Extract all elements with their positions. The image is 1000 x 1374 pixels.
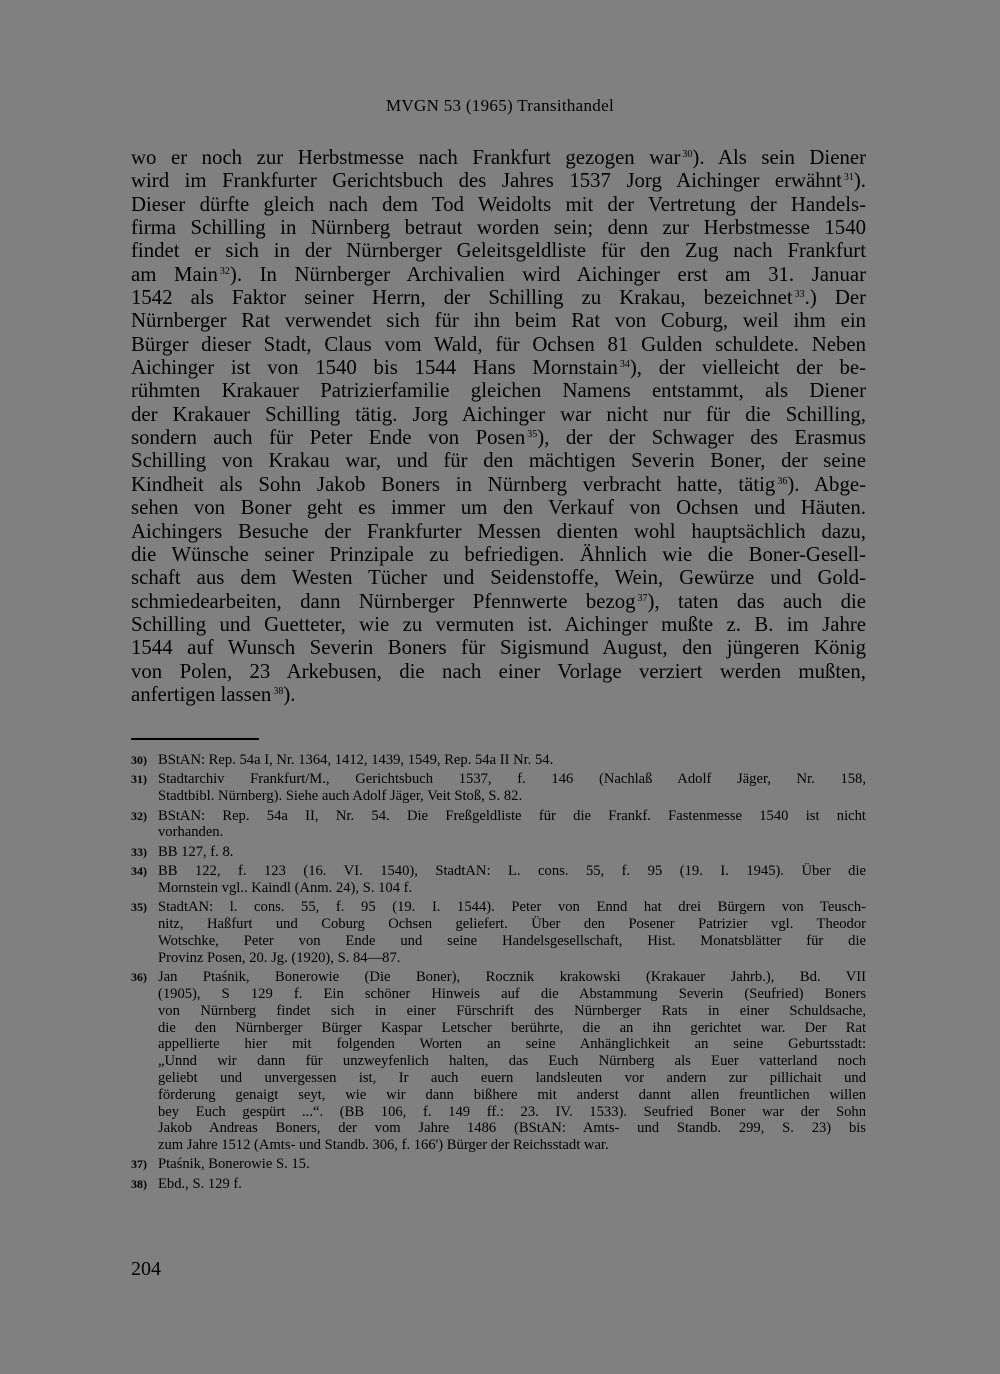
footnote-line: BStAN: Rep. 54a I, Nr. 1364, 1412, 1439, 1549, Rep. 54a II Nr. 54. — [158, 752, 554, 768]
footnote-line: BB 127, f. 8. — [158, 843, 234, 860]
text-line: Schilling von Krakau war, und für den mächtigen Severin Boner, der seine — [131, 449, 866, 473]
footnote-line: geliebt und unvergessen ist, Ir auch euern landsleuten vor andern zur pillichait und — [158, 1069, 866, 1086]
text-line: rühmten Krakauer Patrizierfamilie gleichen Namens entstammt, als Diener — [131, 379, 866, 403]
text-line: schaft aus dem Westen Tücher und Seidenstoffe, Wein, Gewürze und Gold- — [131, 566, 866, 590]
footnote-line: Jan Ptaśnik, Bonerowie (Die Boner), Rocznik krakowski (Krakauer Jahrb.), Bd. VII — [158, 969, 866, 986]
footnote-line: förderung genaigt seyt, wie wir dann bißhere mit anderst dannt allen freuntlichen willen — [158, 1086, 866, 1103]
footnote-ref: 32 — [219, 265, 230, 277]
footnote-item — [131, 1156, 866, 1173]
page-number: 204 — [131, 1258, 161, 1280]
footnote-ref: 36 — [777, 475, 788, 487]
footnote-item — [131, 844, 866, 861]
text-line: Schilling und Guetteter, wie zu vermuten ist. Aichinger mußte z. B. im Jahre — [131, 612, 866, 636]
text-line: Aichingers Besuche der Frankfurter Messen dienten wohl hauptsächlich dazu, — [131, 519, 866, 543]
text-line: findet er sich in der Nürnberger Geleitsgeldliste für den Zug nach Frankfurt — [131, 239, 866, 263]
text-line: Aichinger ist von 1540 bis 1544 Hans Mornstain $^{34}$), der vielleicht der be- — [131, 356, 866, 380]
footnote-line: BB 122, f. 123 (16. VI. 1540), StadtAN: L. cons. 55, f. 95 (19. I. 1945). Über die — [158, 863, 866, 880]
footnote-line: appellierte hier mit folgenden Worten an seine Anhänglichkeit an seine Geburtsstadt: — [158, 1036, 866, 1053]
footnote-item — [131, 969, 866, 1154]
main-text — [131, 146, 866, 706]
text-line: Nürnberger Rat verwendet sich für ihn beim Rat von Coburg, weil ihm ein — [131, 309, 866, 333]
footnote-ref: 38 — [273, 685, 284, 697]
text-line: Kindheit als Sohn Jakob Boners in Nürnberg verbracht hatte, tätig $^{36}$). Abge- — [131, 472, 866, 496]
text-line: die Wünsche seiner Prinzipale zu befriedigen. Ähnlich wie die Boner-Gesell- — [131, 542, 866, 566]
footnote-line: Wotschke, Peter von Ende und seine Handelsgesellschaft, Hist. Monatsblätter für die — [158, 932, 866, 949]
footnote-line: Stadtbibl. Nürnberg). Siehe auch Adolf Jäger, Veit Stoß, S. 82. — [158, 788, 523, 805]
footnote-line: Stadtarchiv Frankfurt/M., Gerichtsbuch 1537, f. 146 (Nachlaß Adolf Jäger, Nr. 158, — [158, 771, 866, 788]
text-line: schmiedearbeiten, dann Nürnberger Pfennwerte bezog $^{37}$), taten das auch die — [131, 589, 866, 613]
text-line: am Main $^{32}$). In Nürnberger Archivalien wird Aichinger erst am 31. Januar — [131, 262, 866, 286]
text-line: sondern auch für Peter Ende von Posen $^{35}$), der der Schwager des Erasmus — [131, 426, 866, 450]
footnote-ref: 30 — [682, 149, 693, 160]
footnote-line: Jakob Andreas Boners, der vom Jahre 1486 (BStAN: Amts- und Standb. 299, S. 23) bis — [158, 1120, 866, 1137]
footnote-item — [131, 863, 866, 897]
text-line: firma Schilling in Nürnberg betraut worden sein; denn zur Herbstmesse 1540 — [131, 216, 866, 240]
footnote-number: 34) — [131, 864, 147, 879]
text-line: Dieser dürfte gleich nach dem Tod Weidolts mit der Vertretung der Handels- — [131, 192, 866, 216]
footnote-line: vorhanden. — [158, 824, 224, 841]
footnote-ref: 31 — [843, 172, 854, 184]
footnote-ref: 33 — [794, 289, 805, 301]
footnote-rule — [131, 738, 259, 740]
footnote-number: 30) — [131, 753, 147, 767]
text-line: 1544 auf Wunsch Severin Boners für Sigismund August, den jüngeren König — [131, 636, 866, 660]
footnote-line: Provinz Posen, 20. Jg. (1920), S. 84—87. — [158, 949, 401, 966]
footnote-line: Ebd., S. 129 f. — [158, 1175, 242, 1192]
footnote-line: von Nürnberg findet sich in einer Fürschrift des Nürnberger Rats in einer Schuldsache, — [158, 1002, 866, 1019]
footnote-number: 35) — [131, 900, 147, 915]
text-line: wird im Frankfurter Gerichtsbuch des Jahres 1537 Jorg Aichinger erwähnt $^{31}$). — [131, 169, 866, 193]
text-line: der Krakauer Schilling tätig. Jorg Aichinger war nicht nur für die Schilling, — [131, 402, 866, 426]
footnote-item — [131, 899, 866, 966]
footnote-number: 31) — [131, 772, 147, 787]
footnote-line: StadtAN: l. cons. 55, f. 95 (19. I. 1544). Peter von Ennd hat drei Bürgern von Teusch- — [158, 899, 866, 916]
footnote-line: bey Euch gespürt ...“. (BB 106, f. 149 ff.: 23. IV. 1533). Seufried Boner war der Sohn — [158, 1103, 866, 1120]
text-line: Bürger dieser Stadt, Claus vom Wald, für Ochsen 81 Gulden schuldete. Neben — [131, 332, 866, 356]
footnote-ref: 35 — [527, 429, 538, 441]
text-line: 1542 als Faktor seiner Herrn, der Schilling zu Krakau, bezeichnet $^{33}$.) Der — [131, 286, 866, 310]
footnote-line: (1905), S 129 f. Ein schöner Hinweis auf die Abstammung Severin (Seufried) Boners — [158, 985, 866, 1002]
running-header: MVGN 53 (1965) Transithandel — [386, 96, 614, 115]
footnote-line: die den Nürnberger Bürger Kaspar Letscher berührte, die an ihn gerichtet war. Der Rat — [158, 1019, 866, 1036]
text-line: wo er noch zur Herbstmesse nach Frankfurt gezogen war $^{30}$). Als sein Diener — [131, 146, 866, 169]
footnote-line: Mornstein vgl.. Kaindl (Anm. 24), S. 104 f. — [158, 879, 413, 896]
text-line: von Polen, 23 Arkebusen, die nach einer Vorlage verziert werden mußten, — [131, 659, 866, 683]
footnote-number: 36) — [131, 970, 147, 985]
footnotes — [131, 752, 866, 1195]
footnote-line: Ptaśnik, Bonerowie S. 15. — [158, 1156, 310, 1173]
footnote-line: zum Jahre 1512 (Amts- und Standb. 306, f. 166') Bürger der Reichsstadt war. — [158, 1137, 609, 1154]
footnote-item — [131, 1176, 866, 1193]
text-line: anfertigen lassen $^{38}$). — [131, 682, 296, 706]
footnote-number: 32) — [131, 808, 147, 823]
footnote-number: 33) — [131, 844, 147, 859]
footnote-number: 38) — [131, 1176, 147, 1191]
footnote-line: BStAN: Rep. 54a II, Nr. 54. Die Freßgeldliste für die Frankf. Fastenmesse 1540 ist nicht — [158, 807, 866, 824]
footnote-line: nitz, Haßfurt und Coburg Ochsen geliefert. Über den Posener Patrizier vgl. Theodor — [158, 916, 866, 933]
footnote-line: „Unnd wir dann für unzweyfenlich halten, das Euch Nürnberg als Euer vatterland noch — [158, 1053, 866, 1070]
footnote-item — [131, 808, 866, 842]
footnote-ref: 34 — [619, 359, 630, 371]
footnote-ref: 37 — [637, 592, 648, 604]
text-line: sehen von Boner geht es immer um den Verkauf von Ochsen und Häuten. — [131, 496, 866, 520]
footnote-item — [131, 752, 866, 769]
footnote-item — [131, 771, 866, 805]
footnote-number: 37) — [131, 1157, 147, 1172]
